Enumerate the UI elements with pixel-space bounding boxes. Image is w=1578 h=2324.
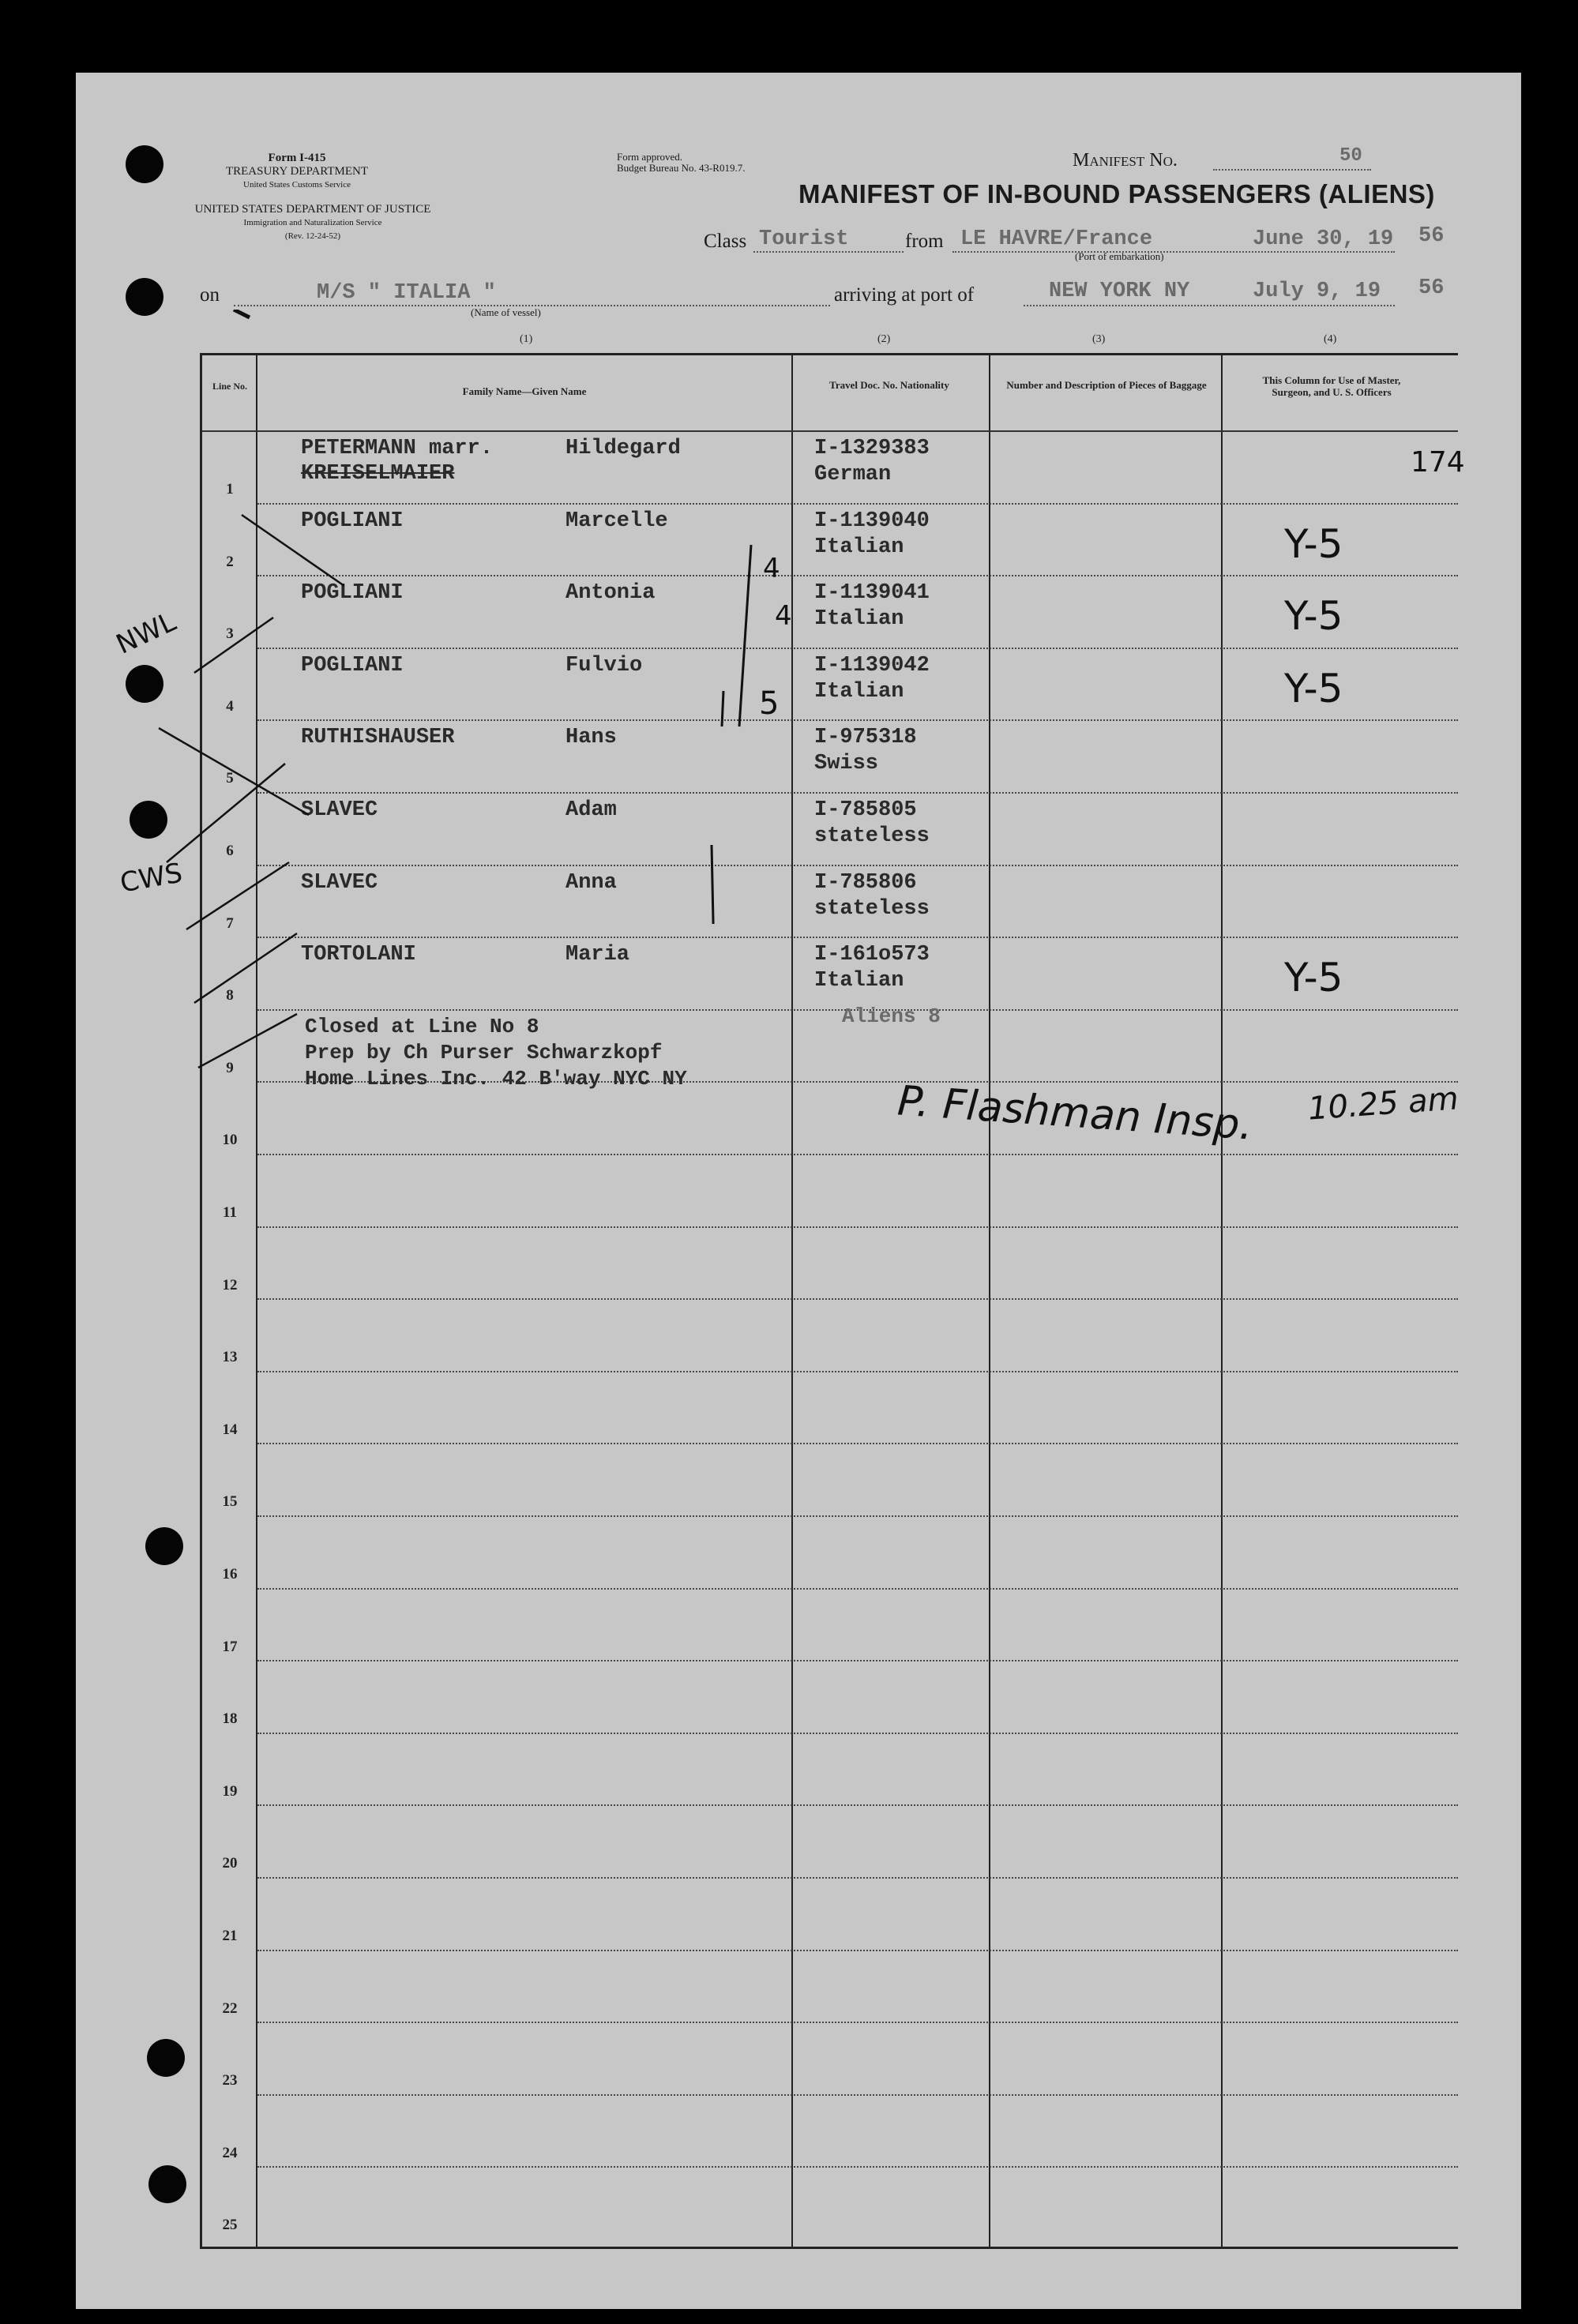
- closing-line-2: Prep by Ch Purser Schwarzkopf: [305, 1041, 663, 1064]
- col-header-line-no: Line No.: [212, 381, 247, 392]
- line-number: 20: [222, 1855, 238, 1872]
- given-name: Antonia: [565, 581, 656, 606]
- margin-initials: NWL: [111, 606, 181, 661]
- line-number: 8: [226, 987, 234, 1004]
- given-name: Hildegard: [565, 437, 681, 460]
- page-title: MANIFEST OF IN-BOUND PASSENGERS (ALIENS): [798, 179, 1435, 208]
- punch-hole: [148, 2165, 186, 2203]
- manifest-no-value: 50: [1339, 145, 1362, 167]
- manifest-number-row: [1073, 150, 1178, 171]
- customs-label: United States Customs Service: [243, 180, 351, 190]
- col-divider: [1221, 355, 1223, 2247]
- row-divider: [257, 1371, 1458, 1372]
- punch-hole: [145, 1527, 183, 1565]
- line-number: 10: [222, 1132, 238, 1149]
- line-number: 18: [222, 1710, 238, 1728]
- line-number: 15: [222, 1493, 238, 1511]
- line-number: 9: [226, 1059, 234, 1076]
- form-approved: Form approved.: [617, 151, 683, 163]
- row-divider: [257, 792, 1458, 794]
- ins-label: Immigration and Naturalization Service: [243, 218, 382, 227]
- line-number: 11: [223, 1204, 237, 1221]
- family-name: TORTOLANI: [301, 943, 416, 967]
- line-number: 1: [226, 481, 234, 497]
- port-embark-caption: (Port of embarkation): [1075, 250, 1164, 262]
- row-divider: [257, 1154, 1458, 1155]
- nationality: Swiss: [814, 752, 879, 776]
- row-divider: [257, 1733, 1458, 1734]
- arriving-label: arriving at port of: [834, 284, 975, 306]
- travel-doc-number: I-1329383: [814, 437, 930, 460]
- row-divider: [257, 1950, 1458, 1951]
- from-line: [952, 251, 1395, 253]
- vessel-caption: (Name of vessel): [471, 306, 541, 318]
- line-number: 5: [226, 770, 234, 787]
- nationality: Italian: [814, 679, 904, 704]
- line-number: 7: [226, 914, 234, 932]
- manifest-no-line: [1213, 169, 1371, 171]
- row-divider: [257, 1877, 1458, 1879]
- justice-block: [194, 203, 431, 243]
- aliens-count: Aliens 8: [842, 1004, 941, 1028]
- approval-block: [617, 152, 745, 174]
- nationality: Italian: [814, 969, 904, 993]
- nationality: Italian: [814, 535, 904, 559]
- line-number: 3: [226, 625, 234, 643]
- travel-doc-number: I-785806: [814, 870, 917, 895]
- family-name: POGLIANI: [301, 653, 404, 678]
- from-date: June 30, 19: [1253, 227, 1394, 251]
- vessel-name: M/S " ITALIA ": [317, 281, 496, 305]
- class-line: [753, 251, 904, 253]
- family-mark: 4: [763, 553, 780, 584]
- row-divider: [257, 1804, 1458, 1806]
- line-number: 19: [222, 1782, 238, 1800]
- from-port: LE HAVRE/France: [960, 227, 1153, 251]
- family-name: SLAVEC: [301, 870, 378, 895]
- arrival-line: [1024, 305, 1395, 306]
- revision-label: (Rev. 12-24-52): [284, 231, 341, 241]
- given-name: Adam: [565, 798, 617, 822]
- line-number: 13: [222, 1349, 238, 1366]
- line-number: 12: [222, 1276, 238, 1293]
- travel-doc-number: I-1139040: [814, 509, 930, 533]
- row-divider: [257, 648, 1458, 649]
- family-name: POGLIANI: [301, 581, 404, 606]
- line-number: 22: [222, 1999, 238, 2017]
- on-label: on: [200, 284, 220, 306]
- family-mark: 4: [775, 600, 792, 632]
- row-divider: [257, 1298, 1458, 1300]
- punch-hole: [147, 2039, 185, 2077]
- given-name: Marcelle: [565, 509, 668, 533]
- row-divider: [257, 1515, 1458, 1517]
- given-name: Hans: [565, 726, 617, 750]
- family-mark: 5: [759, 685, 780, 722]
- row-divider: [257, 503, 1458, 505]
- punch-hole: [126, 145, 163, 183]
- nationality: German: [814, 463, 892, 486]
- col-divider: [791, 355, 793, 2247]
- col-header-doc: Travel Doc. No. Nationality: [829, 379, 949, 391]
- header-divider: [202, 430, 1458, 432]
- given-name: Maria: [565, 943, 630, 967]
- row-divider: [257, 937, 1458, 938]
- inspection-time: 10.25 am: [1306, 1080, 1460, 1128]
- line-number: 14: [222, 1421, 238, 1438]
- col-num-3: (3): [1092, 333, 1106, 345]
- nationality: stateless: [814, 896, 930, 921]
- arrival-year: 56: [1418, 276, 1445, 300]
- family-name: PETERMANN marr.: [301, 437, 494, 460]
- travel-doc-number: I-161o573: [814, 943, 930, 967]
- row-divider: [257, 1588, 1458, 1590]
- form-id-block: [194, 152, 400, 192]
- nationality: stateless: [814, 824, 930, 848]
- line-number: 17: [222, 1638, 238, 1655]
- officer-mark: Y-5: [1284, 520, 1343, 567]
- treasury-label: TREASURY DEPARTMENT: [225, 165, 369, 178]
- bracket-marks: [676, 529, 787, 924]
- from-year: 56: [1418, 224, 1445, 248]
- travel-doc-number: I-785805: [814, 798, 917, 822]
- closing-line-1: Closed at Line No 8: [305, 1015, 539, 1038]
- family-name: SLAVEC: [301, 798, 378, 822]
- col-header-baggage: Number and Description of Pieces of Baggage: [1006, 379, 1207, 391]
- row-divider: [257, 2166, 1458, 2168]
- row-divider: [257, 1226, 1458, 1228]
- justice-label: UNITED STATES DEPARTMENT OF JUSTICE: [194, 203, 431, 216]
- officer-mark: 174: [1411, 446, 1465, 479]
- line-number: 25: [222, 2217, 238, 2234]
- given-name: Fulvio: [565, 653, 643, 678]
- manifest-no-label: Manifest No.: [1073, 150, 1178, 171]
- col-header-name: Family Name—Given Name: [462, 385, 587, 397]
- margin-tick-marks: [139, 310, 344, 1099]
- line-number: 2: [226, 553, 234, 570]
- arrival-port: NEW YORK NY: [1049, 280, 1190, 303]
- officer-mark: Y-5: [1284, 593, 1343, 640]
- row-divider: [257, 575, 1458, 576]
- given-name: Anna: [565, 870, 617, 895]
- row-divider: [257, 2094, 1458, 2096]
- travel-doc-number: I-1139041: [814, 581, 930, 606]
- from-label: from: [905, 231, 944, 252]
- manifest-page: [76, 73, 1521, 2309]
- family-name-2: KREISELMAIER: [301, 462, 455, 486]
- family-name: POGLIANI: [301, 509, 404, 533]
- line-number: 21: [222, 1928, 238, 1944]
- officer-mark: Y-5: [1284, 665, 1343, 711]
- travel-doc-number: I-1139042: [814, 653, 930, 678]
- budget-number: Budget Bureau No. 43-R019.7.: [617, 162, 746, 174]
- row-divider: [257, 865, 1458, 866]
- col-num-2: (2): [877, 333, 891, 345]
- col-header-officers: This Column for Use of Master, Surgeon, and U. S. Officers: [1262, 374, 1401, 398]
- line-number: 4: [226, 697, 234, 715]
- col-num-4: (4): [1324, 333, 1337, 345]
- form-number: Form I-415: [268, 152, 326, 164]
- col-divider: [989, 355, 990, 2247]
- line-number: 24: [222, 2144, 238, 2161]
- inspector-signature: P. Flashman Insp.: [896, 1077, 1255, 1150]
- line-number: 23: [222, 2072, 238, 2089]
- officer-mark: Y-5: [1284, 955, 1343, 1001]
- row-divider: [257, 719, 1458, 721]
- col-num-1: (1): [520, 333, 533, 345]
- closing-line-3: Home Lines Inc. 42 B'way NYC NY: [305, 1067, 687, 1091]
- row-divider: [257, 1443, 1458, 1444]
- margin-initials: CWS: [118, 857, 185, 899]
- class-label: Class: [704, 231, 747, 252]
- passenger-table: [200, 353, 1465, 2249]
- nationality: Italian: [814, 607, 904, 632]
- row-divider: [257, 2022, 1458, 2023]
- row-divider: [257, 1660, 1458, 1661]
- class-value: Tourist: [759, 227, 849, 251]
- line-number: 16: [222, 1566, 238, 1582]
- family-name: RUTHISHAUSER: [301, 726, 455, 750]
- arrival-date: July 9, 19: [1253, 280, 1381, 303]
- line-number: 6: [226, 843, 234, 859]
- travel-doc-number: I-975318: [814, 726, 917, 750]
